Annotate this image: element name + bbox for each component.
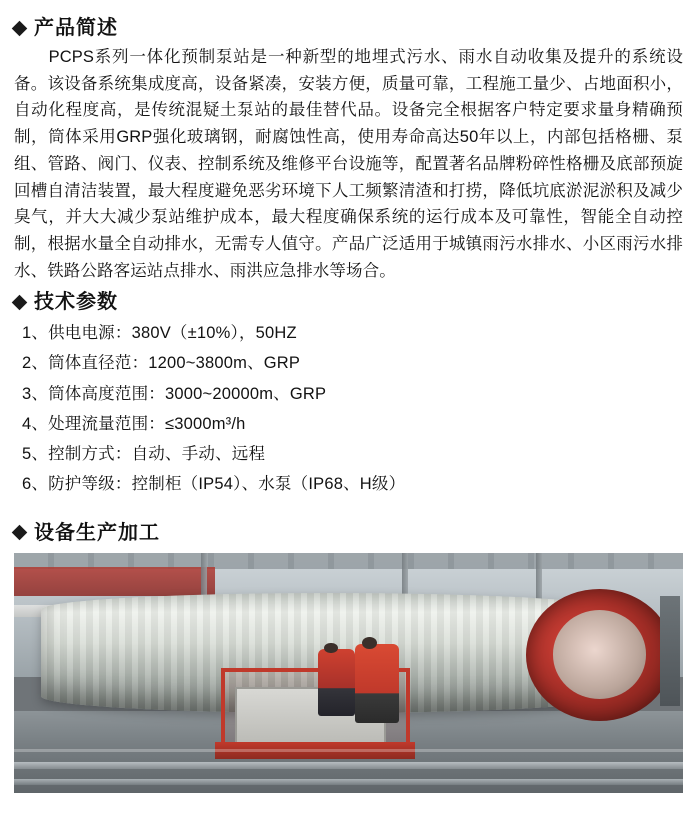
list-item: 4、处理流量范围：≤3000m³/h <box>22 414 246 433</box>
section-header-specs <box>14 290 683 314</box>
photo-wall-stripe <box>14 567 215 596</box>
photo-rail-lower <box>14 779 683 785</box>
spec-list <box>14 318 683 498</box>
photo-tank-end-hub <box>553 610 647 699</box>
section-header-overview <box>14 16 683 40</box>
photo-wall-fan <box>660 596 680 706</box>
section-header-production <box>14 521 683 545</box>
section-title-production: 设备生产加工 <box>34 521 160 544</box>
section-title-specs: 技术参数 <box>34 291 118 314</box>
photo-rail <box>14 762 683 769</box>
list-item: 6、防护等级：控制柜（IP54）、水泵（IP68、H级） <box>22 474 406 493</box>
production-photo <box>14 553 683 793</box>
photo-worker-head <box>324 643 337 654</box>
overview-paragraph <box>14 44 683 284</box>
photo-worker <box>355 644 398 723</box>
photo-floor-line <box>14 749 683 752</box>
photo-worker <box>318 649 355 716</box>
photo-worker-head <box>362 637 377 649</box>
list-item: 3、筒体高度范围：3000~20000m、GRP <box>22 384 327 403</box>
list-item: 2、筒体直径范：1200~3800m、GRP <box>22 354 301 373</box>
diamond-icon <box>12 20 28 36</box>
section-spacer <box>14 499 683 515</box>
overview-paragraph-text: PCPS系列一体化预制泵站是一种新型的地埋式污水、雨水自动收集及提升的系统设备。该设备系统集成度高，设备紧凑，安装方便，质量可靠，工程施工量少、占地面积小，自动化程度高，是传统混疑土泵站的最佳替代品。设备完全根据客户特定要求量身精确预制，筒体采用GRP强化玻璃钢，耐腐蚀性高，使用寿命高达50年以上，内部包括格栅、泵组、管路、阀门、仪表、控制系统及维修平台设施等，配置著名品牌粉碎性格栅及底部预旋回槽自清洁装置，最大程度避免恶劣环境下人工频繁清渣和打捞，降低坑底淤泥淤积及减少臭气，并大大减少泵站维护成本，最大程度确保系统的运行成本及可靠性，智能全自动控制，根据水量全自动排水，无需专人值守。产品广泛适用于城镇雨污水排水、小区雨污水排水、铁路公路客运站点排水、雨洪应急排水等场合。 <box>14 48 683 280</box>
list-item: 1、供电电源：380V（±10%），50HZ <box>22 324 297 343</box>
diamond-icon <box>12 295 28 311</box>
section-title-overview: 产品简述 <box>34 17 118 39</box>
list-item: 5、控制方式：自动、手动、远程 <box>22 444 266 463</box>
diamond-icon <box>12 525 28 541</box>
